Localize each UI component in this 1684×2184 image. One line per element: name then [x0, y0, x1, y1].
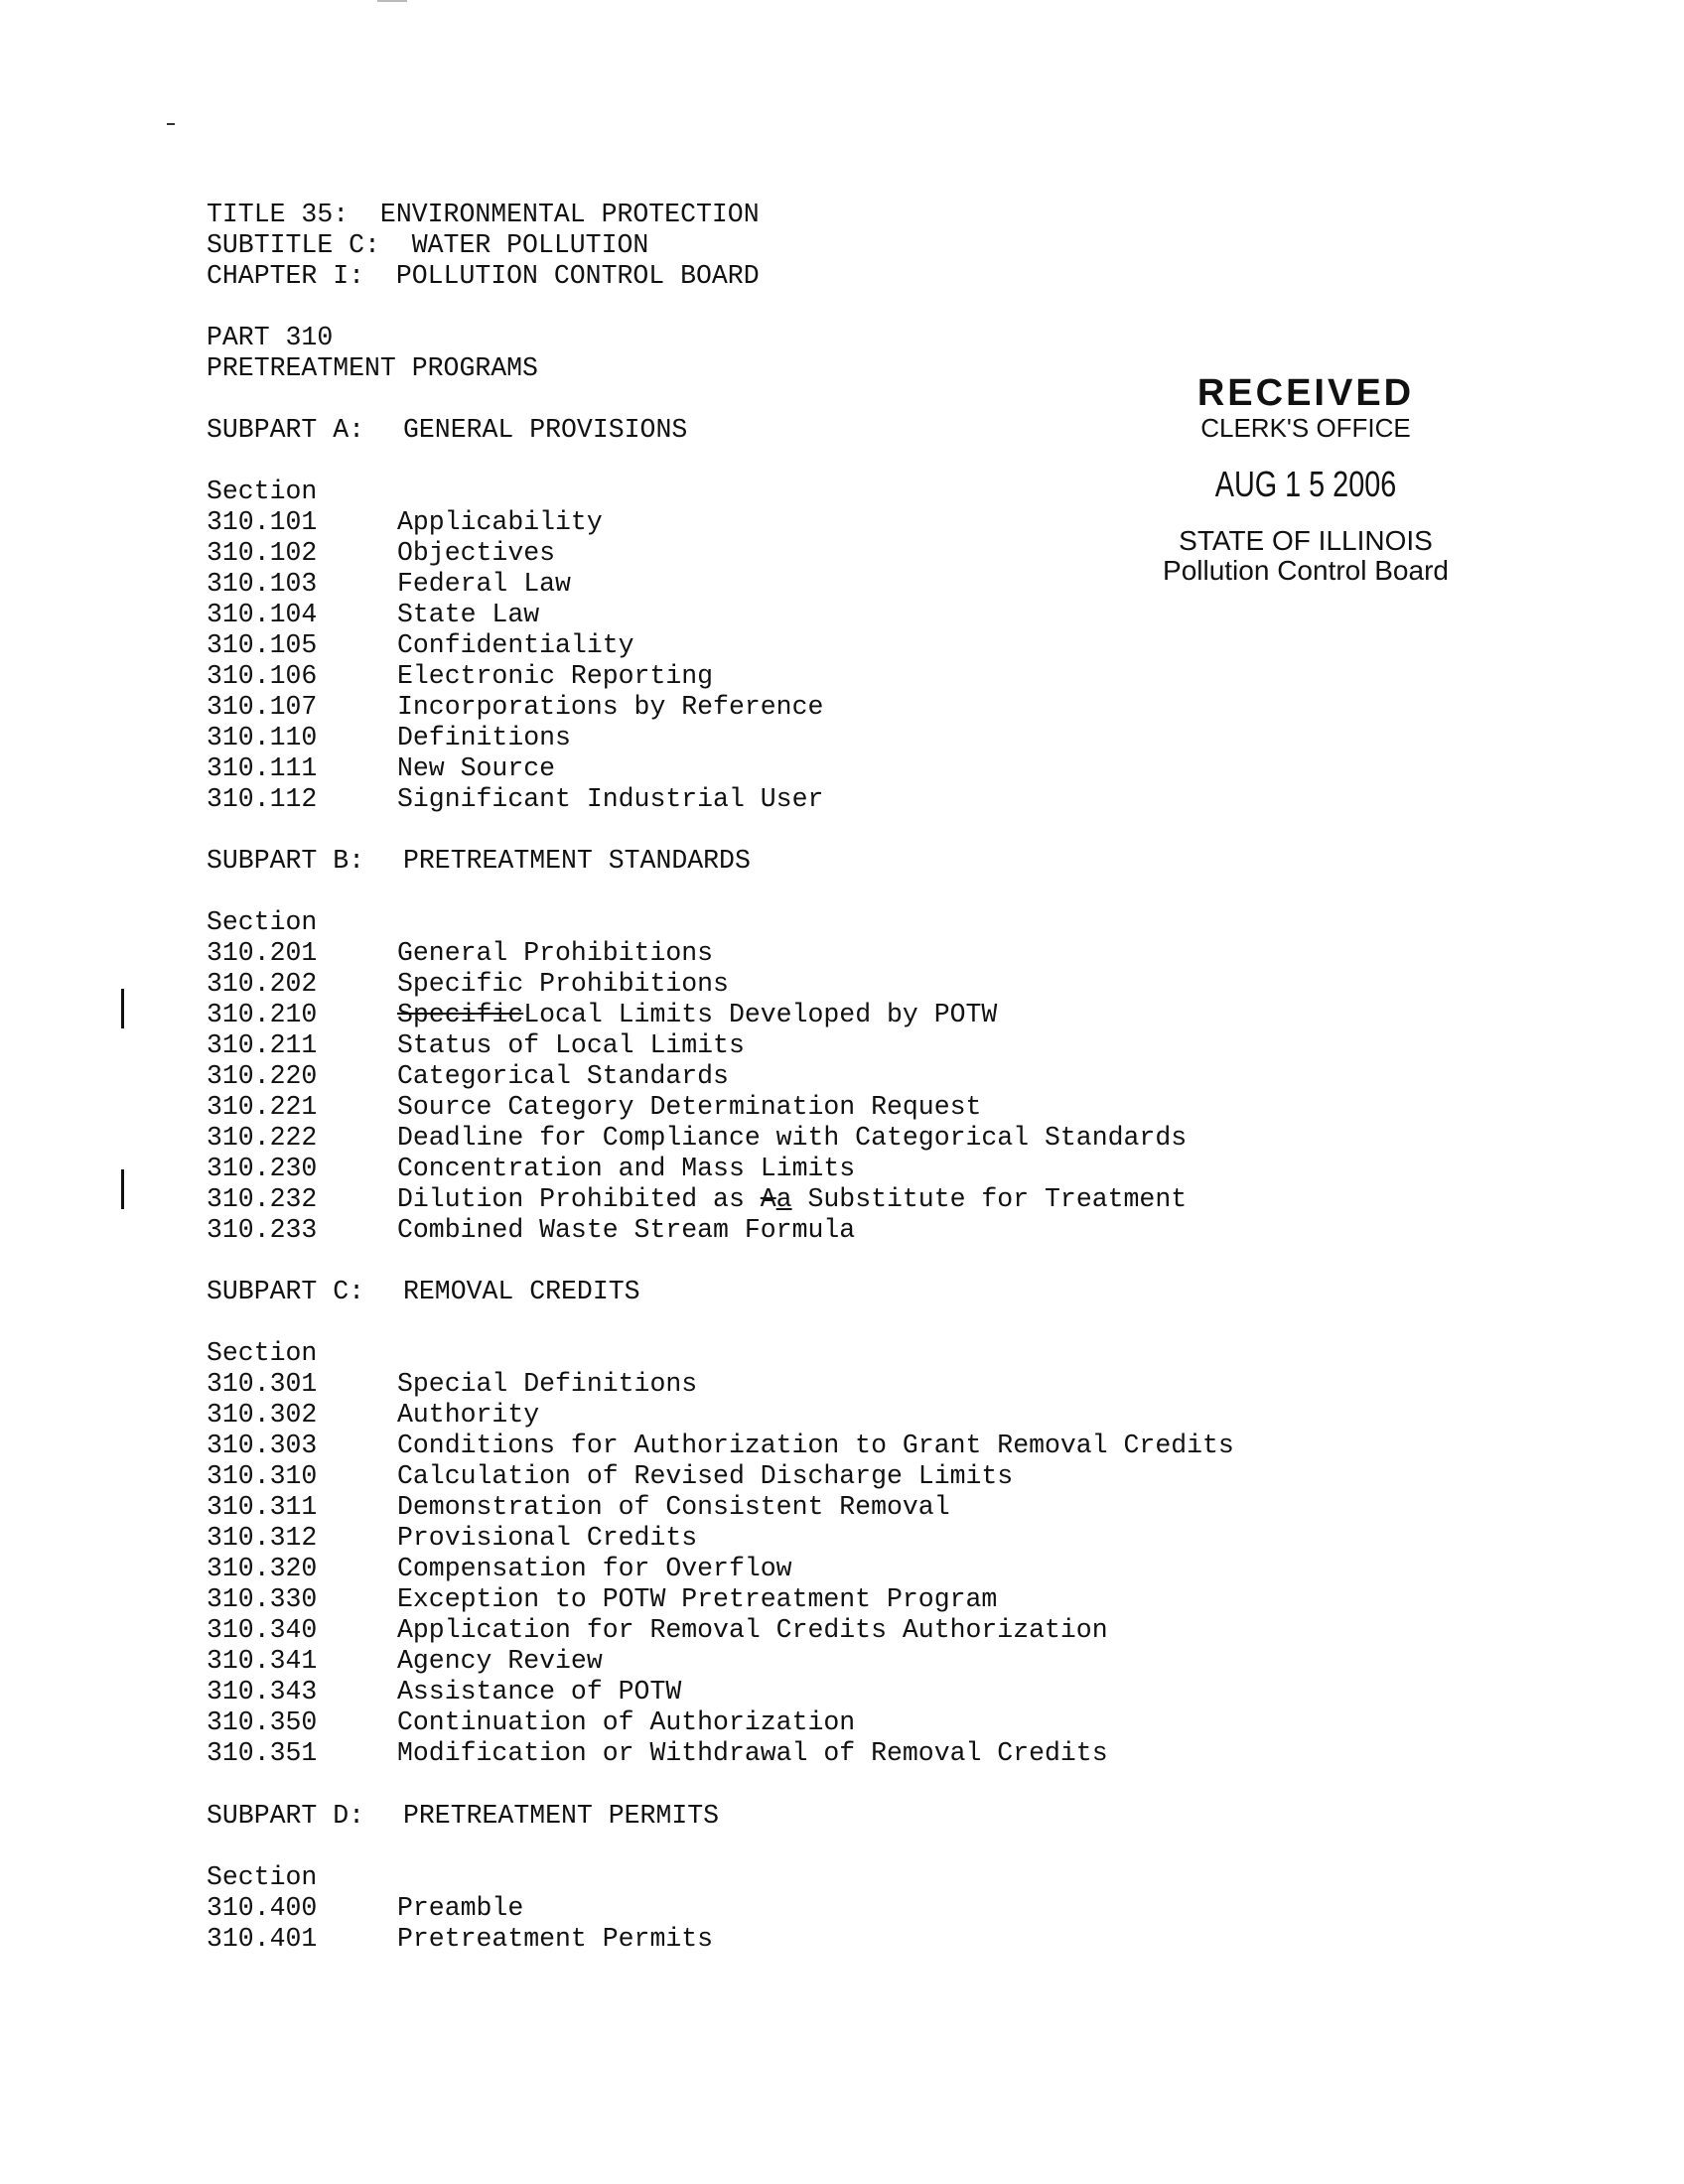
- subpart-label: SUBPART B:: [207, 846, 365, 876]
- section-number: 310.104: [207, 600, 318, 629]
- revision-bar: [121, 989, 124, 1028]
- part-name: PRETREATMENT PROGRAMS: [207, 353, 538, 383]
- section-number: 310.320: [207, 1554, 318, 1583]
- toc-row: [207, 600, 1234, 630]
- toc-row: [207, 1431, 1234, 1461]
- section-number: 310.401: [207, 1924, 318, 1954]
- toc-row: [207, 1461, 1234, 1492]
- section-number: 310.201: [207, 938, 318, 968]
- section-number: 310.302: [207, 1400, 318, 1430]
- section-title: Compensation for Overflow: [397, 1554, 792, 1583]
- struck-text: Specific: [397, 1000, 524, 1029]
- section-title: Applicability: [397, 507, 603, 537]
- subpart-label: SUBPART D:: [207, 1801, 365, 1831]
- scan-speck: [167, 123, 175, 125]
- toc-row: [207, 1707, 1234, 1738]
- toc-row: [207, 692, 1234, 723]
- section-number: 310.340: [207, 1615, 318, 1645]
- subpart-heading: [207, 1801, 1234, 1832]
- stamp-received: RECEIVED: [1196, 372, 1415, 414]
- section-title: Categorical Standards: [397, 1061, 729, 1091]
- toc-row: [207, 1123, 1234, 1154]
- scan-speck: [377, 0, 407, 2]
- subpart-title: PRETREATMENT PERMITS: [403, 1801, 720, 1831]
- section-title: [397, 1184, 1187, 1215]
- section-title: Source Category Determination Request: [397, 1092, 982, 1122]
- section-title: Calculation of Revised Discharge Limits: [397, 1461, 1014, 1491]
- struck-text: A: [760, 1184, 776, 1214]
- section-number: 310.211: [207, 1030, 318, 1060]
- section-title-pre: Dilution Prohibited as: [397, 1184, 761, 1214]
- section-number: 310.341: [207, 1646, 318, 1676]
- section-label: Section: [207, 477, 318, 506]
- section-number: 310.210: [207, 1000, 318, 1029]
- toc-row: [207, 723, 1234, 753]
- toc-row: [207, 1554, 1234, 1584]
- section-title: Specific Prohibitions: [397, 969, 729, 999]
- toc-row: [207, 1677, 1234, 1707]
- section-title-rest: Local Limits Developed by POTW: [523, 1000, 998, 1029]
- section-number: 310.111: [207, 753, 318, 783]
- section-title: Preamble: [397, 1893, 524, 1923]
- section-title: General Prohibitions: [397, 938, 714, 968]
- section-number: 310.230: [207, 1154, 318, 1183]
- section-title: Provisional Credits: [397, 1523, 698, 1553]
- section-number: 310.222: [207, 1123, 318, 1153]
- section-number: 310.400: [207, 1893, 318, 1923]
- section-title: Combined Waste Stream Formula: [397, 1215, 856, 1245]
- subpart-heading: [207, 415, 1234, 446]
- toc-row: [207, 1523, 1234, 1554]
- section-title-post: Substitute for Treatment: [791, 1184, 1188, 1214]
- section-title: Pretreatment Permits: [397, 1924, 714, 1954]
- toc-row: [207, 1893, 1234, 1924]
- stamp-date: AUG 1 5 2006: [1214, 464, 1397, 504]
- section-title: Confidentiality: [397, 630, 634, 660]
- section-number: 310.350: [207, 1707, 318, 1737]
- section-title: State Law: [397, 600, 540, 629]
- toc-row: [207, 1030, 1234, 1061]
- section-title: [397, 1000, 997, 1030]
- section-number: 310.310: [207, 1461, 318, 1491]
- toc-row: [207, 1584, 1234, 1615]
- section-number: 310.301: [207, 1369, 318, 1399]
- toc-row: [207, 1615, 1234, 1646]
- toc-row: [207, 969, 1234, 1000]
- section-title: Electronic Reporting: [397, 661, 714, 691]
- toc-row: [207, 1492, 1234, 1523]
- part-number: PART 310: [207, 323, 334, 352]
- section-number: 310.303: [207, 1431, 318, 1460]
- section-number: 310.232: [207, 1184, 318, 1214]
- toc-row: [207, 1000, 1234, 1030]
- section-title: Continuation of Authorization: [397, 1707, 856, 1737]
- section-number: 310.106: [207, 661, 318, 691]
- subpart-heading: [207, 846, 1234, 877]
- stamp-office: CLERK'S OFFICE: [1200, 413, 1411, 443]
- toc-row: [207, 1092, 1234, 1123]
- section-title: Significant Industrial User: [397, 784, 824, 814]
- toc-row: [207, 938, 1234, 969]
- toc-row: [207, 507, 1234, 538]
- section-title: Definitions: [397, 723, 571, 752]
- section-title: Modification or Withdrawal of Removal Credits: [397, 1738, 1108, 1768]
- toc-row: [207, 630, 1234, 661]
- section-number: 310.107: [207, 692, 318, 722]
- section-title: Application for Removal Credits Authorization: [397, 1615, 1108, 1645]
- section-number: 310.110: [207, 723, 318, 752]
- section-number: 310.312: [207, 1523, 318, 1553]
- section-number: 310.311: [207, 1492, 318, 1522]
- section-label: Section: [207, 1862, 318, 1892]
- section-title: Incorporations by Reference: [397, 692, 824, 722]
- toc-row: [207, 1646, 1234, 1677]
- section-label: Section: [207, 907, 318, 937]
- toc-row: [207, 1154, 1234, 1184]
- toc-row: [207, 784, 1234, 815]
- section-title: Agency Review: [397, 1646, 603, 1676]
- title-line: TITLE 35: ENVIRONMENTAL PROTECTION: [207, 200, 760, 229]
- section-number: 310.343: [207, 1677, 318, 1706]
- section-title: Objectives: [397, 538, 556, 568]
- toc-row: [207, 1738, 1234, 1769]
- toc-row: [207, 753, 1234, 784]
- section-label: Section: [207, 1338, 318, 1368]
- stamp-board: Pollution Control Board: [1163, 555, 1449, 586]
- toc-row: [207, 1400, 1234, 1431]
- section-number: 310.101: [207, 507, 318, 537]
- subpart-label: SUBPART C:: [207, 1277, 365, 1306]
- stamp-state: STATE OF ILLINOIS: [1179, 525, 1433, 556]
- section-number: 310.202: [207, 969, 318, 999]
- chapter-line: CHAPTER I: POLLUTION CONTROL BOARD: [207, 261, 760, 291]
- subpart-heading: [207, 1277, 1234, 1307]
- section-title: Special Definitions: [397, 1369, 698, 1399]
- subtitle-line: SUBTITLE C: WATER POLLUTION: [207, 230, 649, 260]
- section-number: 310.105: [207, 630, 318, 660]
- section-number: 310.112: [207, 784, 318, 814]
- subpart-title: REMOVAL CREDITS: [403, 1277, 640, 1306]
- toc-row: [207, 569, 1234, 600]
- inserted-text: a: [775, 1184, 792, 1214]
- subpart-title: PRETREATMENT STANDARDS: [403, 846, 751, 876]
- section-title: Federal Law: [397, 569, 571, 599]
- toc-row: [207, 1061, 1234, 1092]
- section-title: Assistance of POTW: [397, 1677, 682, 1706]
- section-number: 310.351: [207, 1738, 318, 1768]
- section-number: 310.221: [207, 1092, 318, 1122]
- section-number: 310.220: [207, 1061, 318, 1091]
- subpart-title: GENERAL PROVISIONS: [403, 415, 688, 445]
- toc-row: [207, 661, 1234, 692]
- toc-row: [207, 538, 1234, 569]
- toc-row: [207, 1184, 1234, 1215]
- section-number: 310.233: [207, 1215, 318, 1245]
- section-number: 310.102: [207, 538, 318, 568]
- document-body: [207, 200, 1234, 1955]
- section-title: Exception to POTW Pretreatment Program: [397, 1584, 998, 1614]
- section-title: Authority: [397, 1400, 540, 1430]
- revision-bar: [121, 1169, 124, 1209]
- section-title: Concentration and Mass Limits: [397, 1154, 856, 1183]
- toc-row: [207, 1369, 1234, 1400]
- section-number: 310.103: [207, 569, 318, 599]
- subpart-label: SUBPART A:: [207, 415, 365, 445]
- section-title: New Source: [397, 753, 556, 783]
- section-title: Demonstration of Consistent Removal: [397, 1492, 950, 1522]
- section-title: Conditions for Authorization to Grant Removal Credits: [397, 1431, 1234, 1460]
- section-number: 310.330: [207, 1584, 318, 1614]
- section-title: Status of Local Limits: [397, 1030, 745, 1060]
- toc-row: [207, 1215, 1234, 1246]
- toc-row: [207, 1924, 1234, 1955]
- section-title: Deadline for Compliance with Categorical Standards: [397, 1123, 1188, 1153]
